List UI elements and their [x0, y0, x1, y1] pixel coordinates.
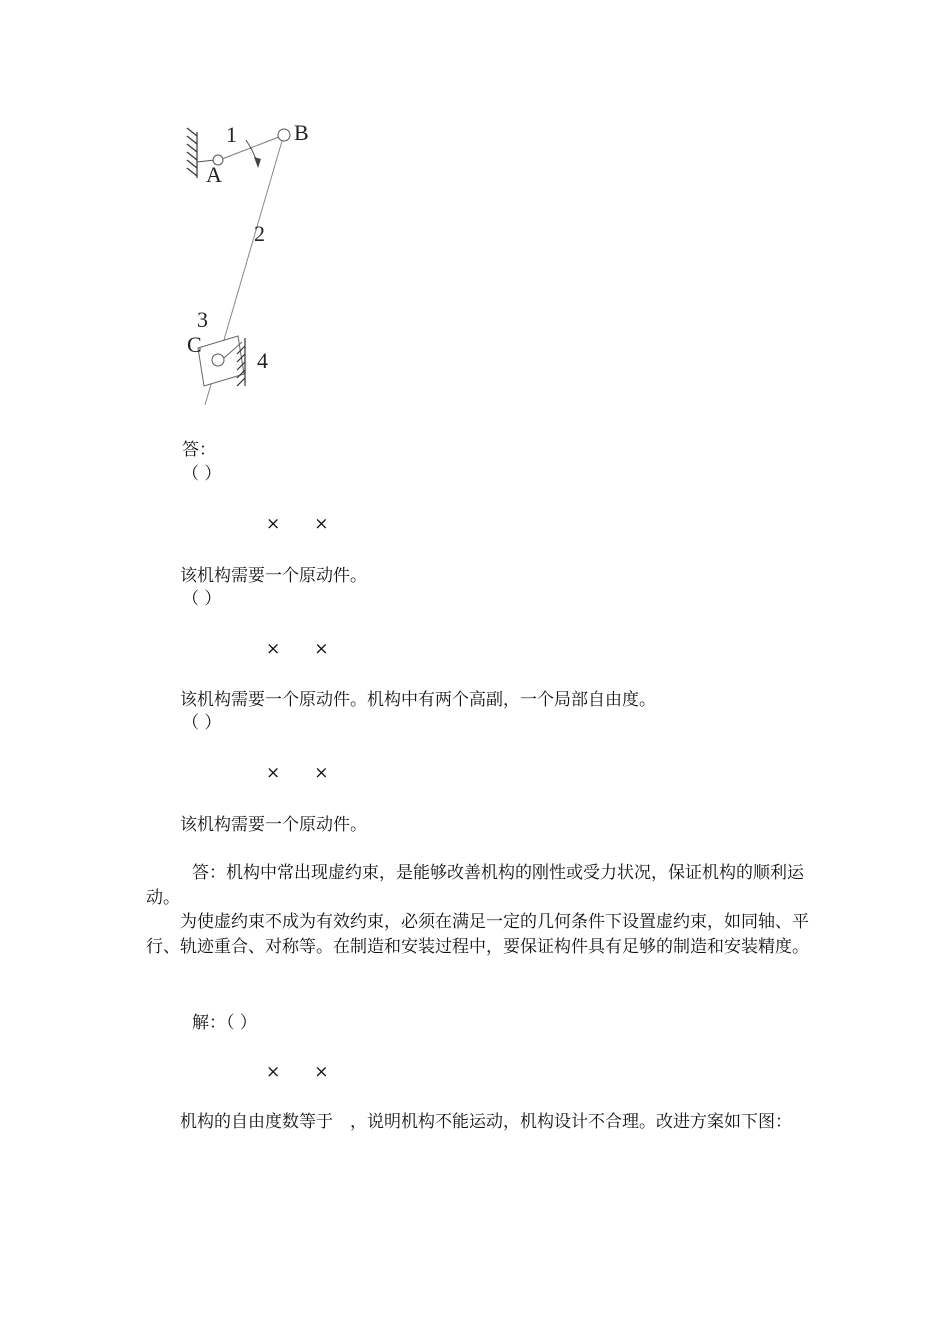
answer-c-paren: （ ）: [182, 713, 222, 733]
rotation-arrowhead: [254, 157, 261, 168]
label-link-3: 3: [197, 307, 208, 332]
label-link-2: 2: [254, 221, 265, 246]
joint-b: [278, 129, 290, 141]
answer-b-note: 该机构需要一个原动件。机构中有两个高副，一个局部自由度。: [180, 690, 656, 710]
joint-c: [212, 354, 224, 366]
mechanism-diagram: [170, 110, 330, 410]
label-link-1: 1: [226, 122, 237, 147]
answer-c-formula: × ×: [266, 763, 329, 783]
solution-heading: 解：（ ）: [192, 1013, 257, 1033]
ground-a: [187, 128, 197, 178]
virtual-constraint-paragraph-2: 为使虚约束不成为有效约束，必须在满足一定的几何条件下设置虚约束，如同轴、平行、轨迹重合、对称等。在制造和安装过程中，要保证构件具有足够的制造和安装精度。: [146, 912, 809, 957]
virtual-constraint-paragraph-1: 答：机构中常出现虚约束，是能够改善机构的刚性或受力状况，保证机构的顺利运动。: [146, 863, 804, 908]
answer-c-note: 该机构需要一个原动件。: [180, 815, 367, 835]
label-point-b: B: [294, 120, 309, 145]
answer-heading: 答：: [182, 440, 216, 460]
answer-b-formula: × ×: [266, 639, 329, 659]
label-link-4: 4: [257, 348, 268, 373]
answer-a-formula: × ×: [266, 514, 329, 534]
label-point-c: C: [187, 332, 202, 357]
label-point-a: A: [206, 162, 222, 187]
answer-a-note: 该机构需要一个原动件。: [180, 566, 367, 586]
answer-a-paren: （ ）: [182, 464, 222, 484]
solution-conclusion: 机构的自由度数等于 ，说明机构不能运动，机构设计不合理。改进方案如下图：: [180, 1112, 792, 1132]
solution-formula: × ×: [266, 1062, 329, 1082]
answer-b-paren: （ ）: [182, 589, 222, 609]
